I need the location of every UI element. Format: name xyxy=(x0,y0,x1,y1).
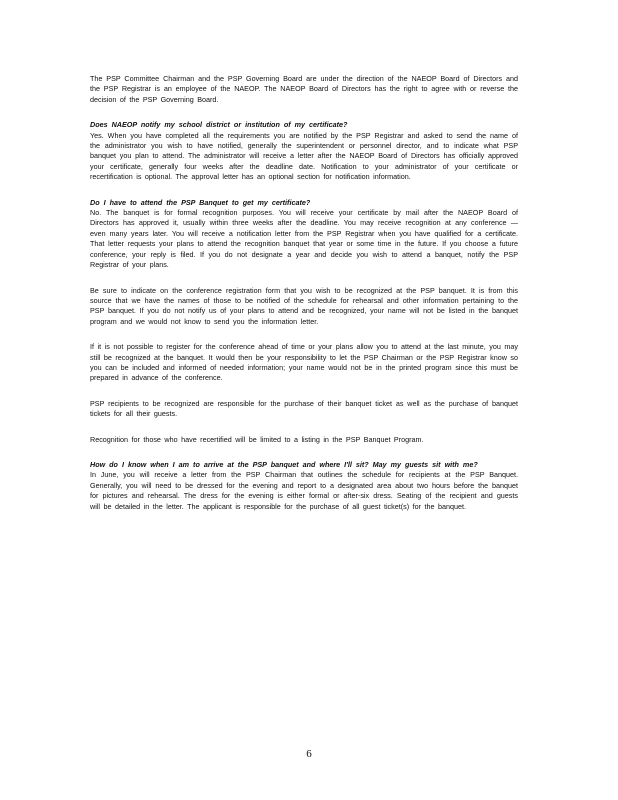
paragraph-recertified: Recognition for those who have recertified will be limited to a listing in the PSP Banquet Program. xyxy=(90,434,424,444)
page-number: 6 xyxy=(306,748,312,760)
paragraph-late-registration: If it is not possible to register for the conference ahead of time or your plans allow you to attend at the last minute, you may still be recognized at the banquet. It would then be your responsibility to let the PSP Chairman or the PSP Registrar know so you can be included and informed of needed information; your name would not be in the printed program since this must be prepared in advance of the conference. xyxy=(90,342,518,383)
answer-arrival-seating: In June, you will receive a letter from the PSP Chairman that outlines the schedule for recipients at the PSP Banquet. Generally, you will need to be dressed for the evening and report to a designated area about two hours before the banquet for pictures and rehearsal. The dress for the evening is either formal or after-six dress. Seating of the recipient and guests will be detailed in the letter. The applicant is responsible for the purchase of all guest ticket(s) for the banquet. xyxy=(90,470,518,511)
paragraph-governance: The PSP Committee Chairman and the PSP Governing Board are under the direction of the NAEOP Board of Directors and the PSP Registrar is an employee of the NAEOP. The NAEOP Board of Directors has the right to agree with or reverse the decision of the PSP Governing Board. xyxy=(90,74,518,104)
paragraph-banquet-tickets: PSP recipients to be recognized are responsible for the purchase of their banquet ticket as well as the purchase of banquet tickets for all their guests. xyxy=(90,398,518,419)
document-body xyxy=(90,74,518,527)
paragraph-registration-form: Be sure to indicate on the conference registration form that you wish to be recognized at the PSP banquet. It is from this source that we have the names of those to be notified of the schedule for rehearsal and other information pertaining to the PSP banquet. If you do not notify us of your plans to attend and be recognized, your name will not be listed in the banquet program and we would not know to send you the information letter. xyxy=(90,285,518,326)
question-notify-district: Does NAEOP notify my school district or institution of my certificate? xyxy=(90,120,348,130)
question-attend-banquet: Do I have to attend the PSP Banquet to get my certificate? xyxy=(90,197,311,207)
answer-attend-banquet: No. The banquet is for formal recognition purposes. You will receive your certificate by mail after the NAEOP Board of Directors has approved it, usually within three weeks after the deadline. You may receive recognition at any conference —even many years later. You will receive a notification letter from the PSP Registrar when you have qualified for a certificate. That letter requests your plans to attend the recognition banquet that year or some time in the future. If you choose a future conference, your reply is filed. If you do not designate a year and decide you wish to attend a banquet, notify the PSP Registrar of your plans. xyxy=(90,208,518,270)
answer-notify-district: Yes. When you have completed all the requirements you are notified by the PSP Registrar and asked to send the name of the administrator you wish to have notified, generally the superintendent or personnel director, and to indicate what PSP banquet you plan to attend. The administrator will receive a letter after the NAEOP Board of Directors has officially approved your certificate, generally four weeks after the deadline date. Notification to your administrator of your certificate or recertification is optional. The approval letter has an optional section for notification information. xyxy=(90,130,518,182)
question-arrival-seating: How do I know when I am to arrive at the PSP banquet and where I'll sit? May my guests sit with me? xyxy=(90,459,478,469)
